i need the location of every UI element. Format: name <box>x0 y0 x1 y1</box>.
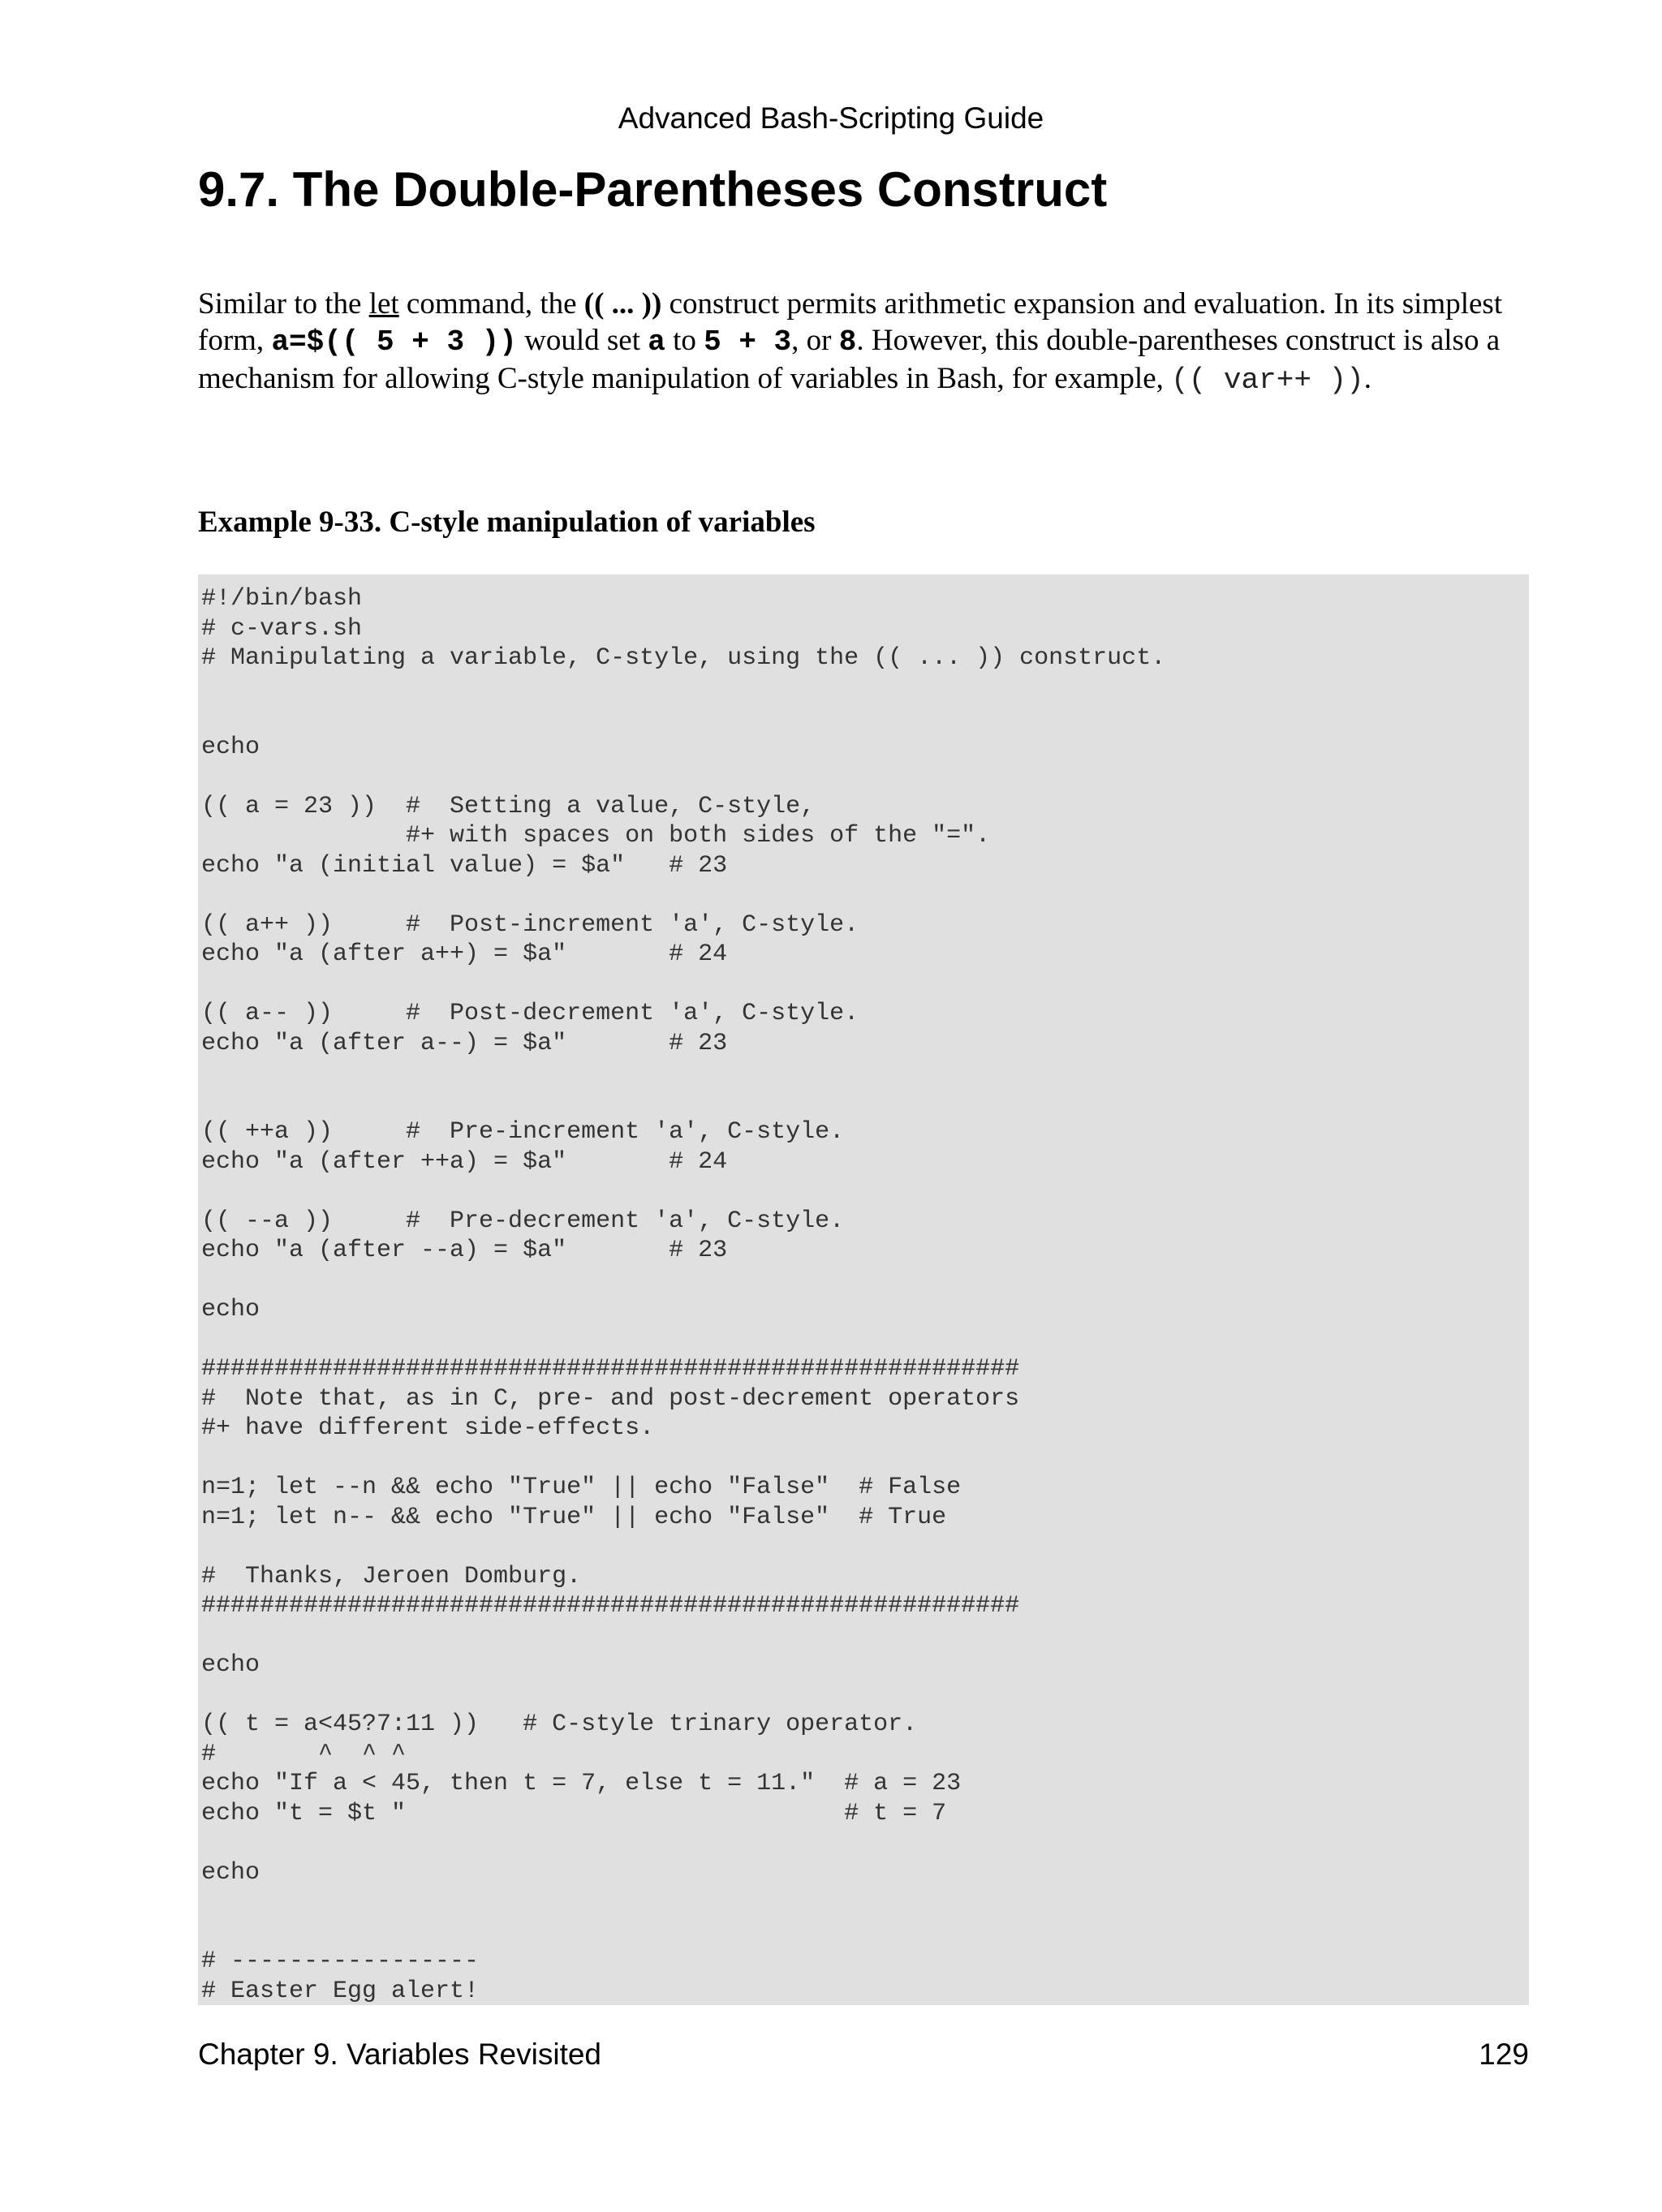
code-line: # c-vars.sh <box>201 614 363 643</box>
code-line: #+ with spaces on both sides of the "=". <box>201 822 991 850</box>
code-line: ######################################################## <box>201 1355 1020 1383</box>
code-line: (( a-- )) # Post-decrement 'a', C-style. <box>201 1000 859 1027</box>
code-line: echo "t = $t " # t = 7 <box>201 1799 947 1827</box>
inline-code: 5 + 3 <box>704 325 792 359</box>
code-line: # Manipulating a variable, C-style, using the (( ... )) construct. <box>201 644 1166 672</box>
code-line <box>201 880 1526 910</box>
intro-text: to <box>665 324 704 357</box>
page-number: 129 <box>1479 2038 1529 2071</box>
code-line: (( t = a<45?7:11 )) # C-style trinary operator. <box>201 1711 918 1738</box>
code-line <box>201 1621 1526 1651</box>
code-line: echo <box>201 733 260 761</box>
footer-chapter: Chapter 9. Variables Revisited <box>198 2038 602 2071</box>
intro-text: Similar to the <box>198 287 369 321</box>
intro-text: command, the <box>398 287 584 321</box>
code-line: #+ have different side-effects. <box>201 1414 655 1442</box>
code-line: (( --a )) # Pre-decrement 'a', C-style. <box>201 1207 845 1235</box>
code-line: ######################################################## <box>201 1592 1020 1620</box>
code-line: (( a++ )) # Post-increment 'a', C-style. <box>201 910 859 939</box>
code-line: echo "a (after a--) = $a" # 23 <box>201 1029 728 1057</box>
code-line: echo "a (after ++a) = $a" # 24 <box>201 1147 728 1176</box>
code-line: #!/bin/bash <box>201 585 363 613</box>
code-line: # Note that, as in C, pre- and post-decrement operators <box>201 1384 1020 1413</box>
intro-text: . <box>1363 362 1372 395</box>
intro-text: . However, this double-parentheses construct is also a mechanism for allowing C-style manipulation of variables in Bash, for example, <box>198 324 1501 395</box>
intro-paragraph <box>198 286 1529 398</box>
code-line <box>201 1177 1526 1207</box>
let-link[interactable]: let <box>368 287 399 321</box>
code-line: # Thanks, Jeroen Domburg. <box>201 1562 582 1590</box>
code-line <box>201 970 1526 1000</box>
code-line <box>201 762 1526 792</box>
inline-code: a=$(( 5 + 3 )) <box>271 325 517 359</box>
code-line: echo <box>201 1296 260 1323</box>
code-line: n=1; let n-- && echo "True" || echo "False" # True <box>201 1503 947 1531</box>
intro-text: construct permits arithmetic expansion and evaluation. In its simplest form, <box>198 287 1503 357</box>
construct-name: (( ... )) <box>583 287 662 321</box>
code-line <box>201 1325 1526 1355</box>
code-line: echo "a (after a++) = $a" # 24 <box>201 940 728 968</box>
code-line: # ----------------- <box>201 1947 480 1975</box>
code-line <box>201 1266 1526 1296</box>
code-line <box>201 1681 1526 1711</box>
intro-text: would set <box>516 324 648 357</box>
code-line: # Easter Egg alert! <box>201 1977 480 2005</box>
code-line: echo "a (after --a) = $a" # 23 <box>201 1237 728 1264</box>
code-line: n=1; let --n && echo "True" || echo "False" # False <box>201 1474 962 1501</box>
code-line <box>201 1058 1526 1088</box>
code-line: # ^ ^ ^ <box>201 1740 407 1768</box>
code-line <box>201 1917 1526 1947</box>
inline-code: a <box>648 325 665 359</box>
inline-code: 8 <box>838 325 857 359</box>
code-line <box>201 1828 1526 1858</box>
code-line: echo "If a < 45, then t = 7, else t = 11." # a = 23 <box>201 1770 962 1797</box>
section-title: 9.7. The Double-Parentheses Construct <box>198 162 1108 217</box>
code-line: echo <box>201 1651 260 1679</box>
code-line: echo <box>201 1858 260 1887</box>
inline-code: (( var++ )) <box>1171 364 1364 397</box>
code-line <box>201 673 1526 704</box>
code-line: (( ++a )) # Pre-increment 'a', C-style. <box>201 1118 845 1146</box>
running-header: Advanced Bash-Scripting Guide <box>618 101 1044 135</box>
code-line: (( a = 23 )) # Setting a value, C-style, <box>201 792 816 820</box>
code-line <box>201 1088 1526 1118</box>
example-title: Example 9-33. C-style manipulation of variables <box>198 506 816 539</box>
code-line <box>201 703 1526 733</box>
intro-text: , or <box>791 324 839 357</box>
code-line: echo "a (initial value) = $a" # 23 <box>201 851 728 880</box>
code-line <box>201 1444 1526 1474</box>
code-line <box>201 1532 1526 1562</box>
code-line <box>201 1887 1526 1917</box>
code-block <box>198 575 1529 2005</box>
